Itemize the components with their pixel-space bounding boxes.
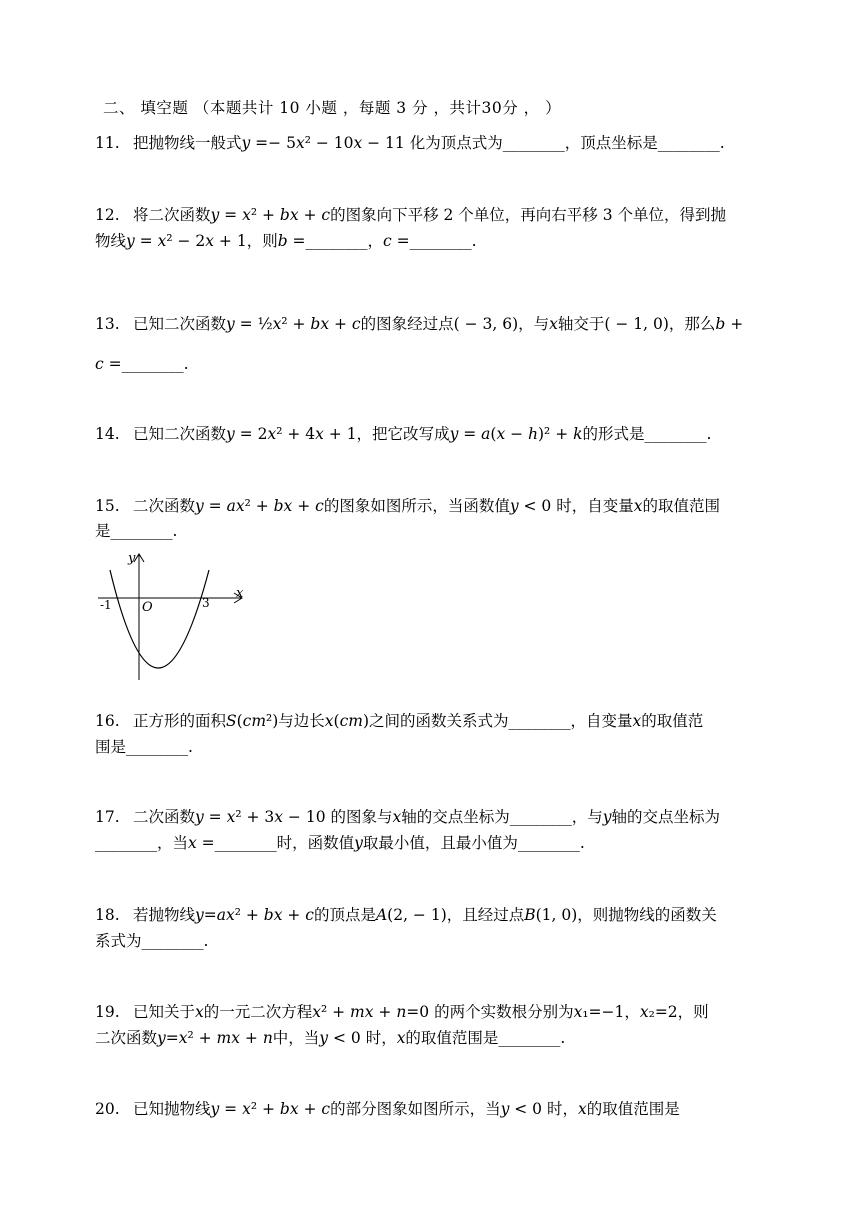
question-18-cont: 系式为________. [95, 932, 209, 950]
question-16-cont: 围是________. [95, 738, 193, 756]
question-text: 已知抛物线𝑦 = 𝑥² + 𝑏𝑥 + 𝑐的部分图象如图所示，当𝑦 < 0 时，𝑥的取值范围是 [133, 1100, 680, 1118]
origin-label: O [142, 600, 153, 615]
question-number: 12. [95, 206, 120, 224]
question-text: 二次函数𝑦 = 𝑎𝑥² + 𝑏𝑥 + 𝑐的图象如图所示，当函数值𝑦 < 0 时，自变量𝑥的取值范围 [133, 497, 720, 515]
question-text: 正方形的面积𝑆(𝑐𝑚²)与边长𝑥(𝑐𝑚)之间的函数关系式为________，自变量𝑥的取值范 [133, 712, 704, 730]
question-number: 16. [95, 712, 120, 730]
question-number: 20. [95, 1100, 120, 1118]
question-number: 15. [95, 497, 120, 515]
question-text: 把抛物线一般式𝑦 =− 5𝑥² − 10𝑥 − 11 化为顶点式为________，顶点坐标是________. [133, 134, 725, 152]
question-number: 17. [95, 808, 120, 826]
root-label-left: -1 [100, 598, 112, 612]
question-20 [95, 1098, 680, 1120]
question-11 [95, 132, 725, 154]
y-axis-label: y [128, 551, 136, 566]
question-number: 14. [95, 425, 120, 443]
question-number: 19. [95, 1003, 120, 1021]
question-number: 11. [95, 134, 120, 152]
question-13 [95, 313, 743, 335]
question-19 [95, 1001, 709, 1023]
question-15 [95, 495, 720, 517]
x-axis-label: x [236, 586, 244, 601]
parabola-graph [96, 548, 250, 684]
question-19-cont: 二次函数𝑦=𝑥² + 𝑚𝑥 + 𝑛中，当𝑦 < 0 时，𝑥的取值范围是________. [95, 1029, 566, 1047]
question-14 [95, 423, 711, 445]
parabola-curve [110, 570, 209, 668]
question-13-cont: 𝑐 =________. [95, 355, 189, 373]
question-18 [95, 904, 717, 926]
question-17 [95, 806, 720, 828]
question-12-cont: 物线𝑦 = 𝑥² − 2𝑥 + 1，则𝑏 =________，𝑐 =________. [95, 232, 477, 250]
question-text: 将二次函数𝑦 = 𝑥² + 𝑏𝑥 + 𝑐的图象向下平移 2 个单位，再向右平移 3 个单位，得到抛 [133, 206, 727, 224]
question-16 [95, 710, 703, 732]
section-title: 二、 填空题 （本题共计 10 小题 ，每题 3 分 ，共计30分 ， ） [103, 99, 562, 117]
question-15-cont: 是________. [95, 522, 178, 540]
question-text: 若抛物线𝑦=𝑎𝑥² + 𝑏𝑥 + 𝑐的顶点是𝐴(2, − 1)，且经过点𝐵(1, 0)，则抛物线的函数关 [133, 906, 717, 924]
root-label-right: 3 [202, 596, 210, 610]
question-17-cont: ________，当𝑥 =________时，函数值𝑦取最小值，且最小值为________. [95, 834, 585, 852]
question-12 [95, 204, 726, 226]
question-text: 已知关于𝑥的一元二次方程𝑥² + 𝑚𝑥 + 𝑛=0 的两个实数根分别为𝑥₁=−1，𝑥₂=2，则 [133, 1003, 709, 1021]
question-text: 已知二次函数𝑦 = ½𝑥² + 𝑏𝑥 + 𝑐的图象经过点( − 3, 6)，与𝑥轴交于( − 1, 0)，那么𝑏 + [133, 315, 744, 333]
question-text: 已知二次函数𝑦 = 2𝑥² + 4𝑥 + 1，把它改写成𝑦 = 𝑎(𝑥 − ℎ)² + 𝑘的形式是________. [133, 425, 712, 443]
question-number: 13. [95, 315, 120, 333]
question-number: 18. [95, 906, 120, 924]
question-text: 二次函数𝑦 = 𝑥² + 3𝑥 − 10 的图象与𝑥轴的交点坐标为________，与𝑦轴的交点坐标为 [133, 808, 720, 826]
